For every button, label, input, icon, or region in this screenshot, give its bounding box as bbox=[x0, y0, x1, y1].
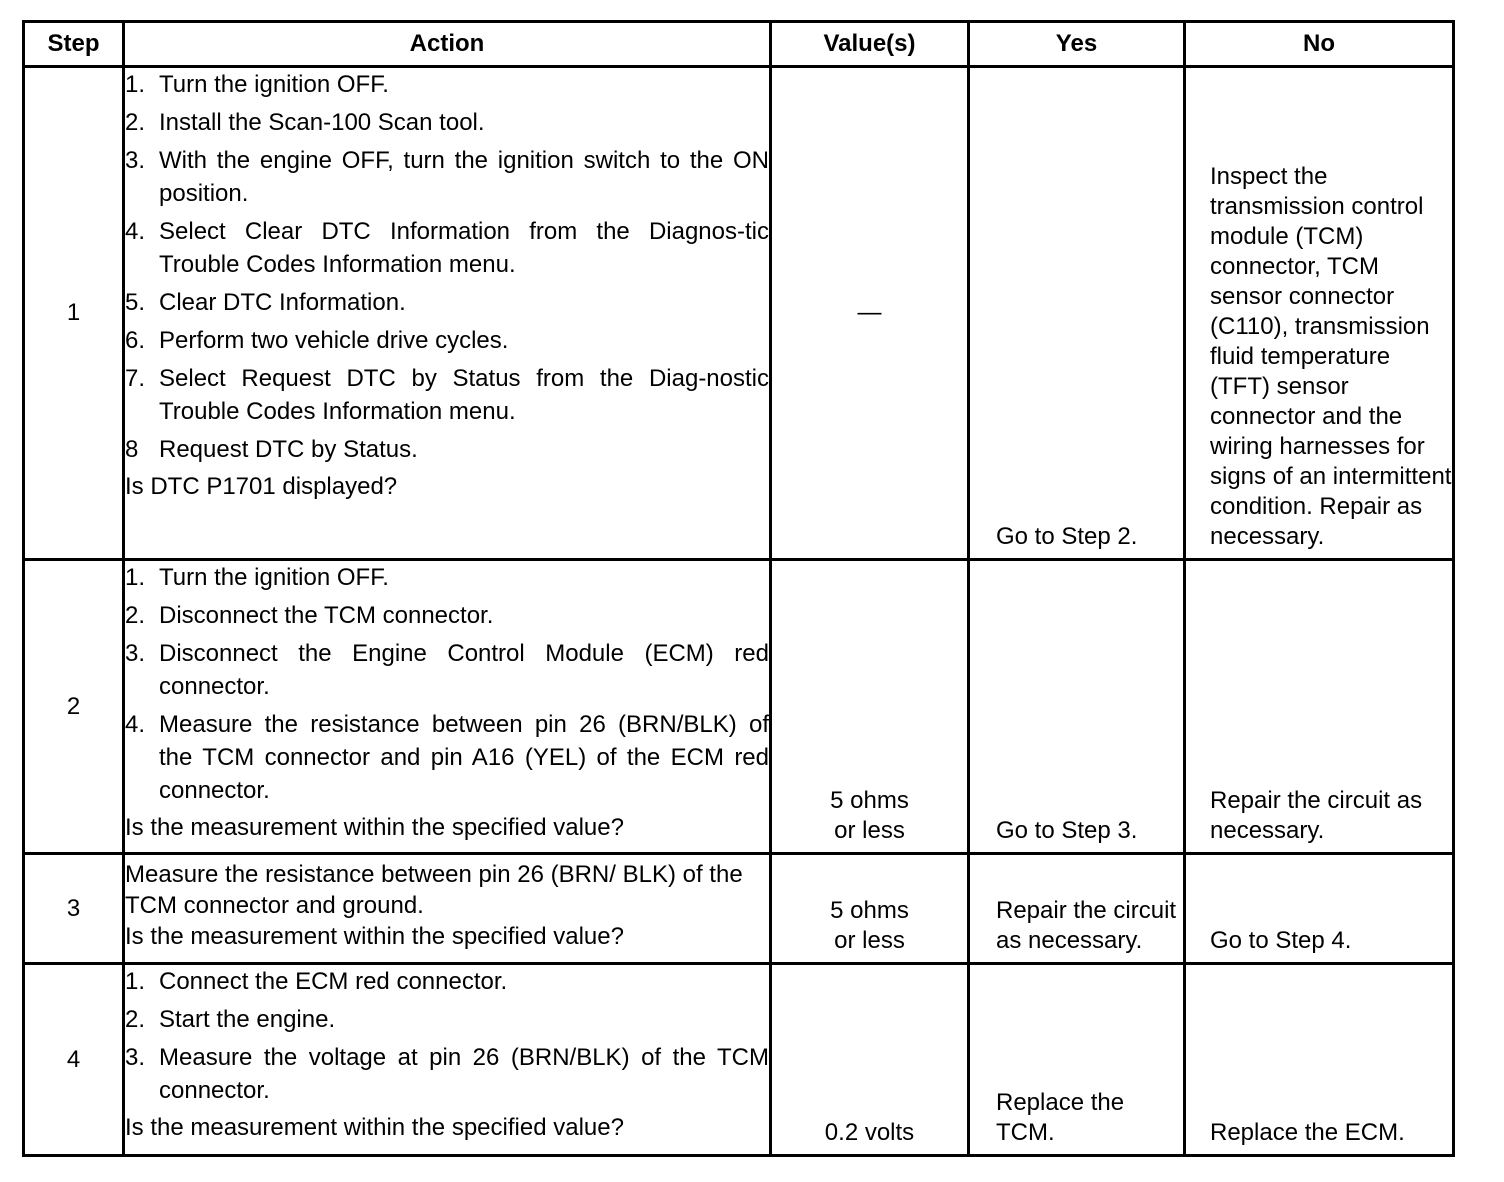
action-num: 3. bbox=[125, 640, 146, 667]
action-num: 4. bbox=[125, 711, 146, 738]
action-num: 1. bbox=[125, 564, 146, 591]
header-yes: Yes bbox=[969, 22, 1185, 67]
value-line: or less bbox=[834, 817, 905, 844]
value-cell: — bbox=[771, 67, 969, 560]
action-item bbox=[125, 433, 769, 466]
action-item bbox=[125, 144, 769, 210]
value-cell bbox=[771, 854, 969, 964]
yes-cell: Repair the circuit as necessary. bbox=[969, 854, 1185, 964]
action-list bbox=[125, 561, 769, 807]
action-text: Select Clear DTC Information from the Diagnos-tic Trouble Codes Information menu. bbox=[159, 218, 769, 278]
action-num: 5. bbox=[125, 289, 146, 316]
value-line: or less bbox=[834, 927, 905, 954]
action-cell bbox=[124, 964, 771, 1156]
step-number: 2 bbox=[24, 560, 124, 854]
yes-cell: Go to Step 2. bbox=[969, 67, 1185, 560]
step-number: 1 bbox=[24, 67, 124, 560]
value-line: 5 ohms bbox=[830, 787, 909, 814]
yes-cell: Replace the TCM. bbox=[969, 964, 1185, 1156]
action-text: Select Request DTC by Status from the Diag-nostic Trouble Codes Information menu. bbox=[159, 365, 769, 425]
header-no: No bbox=[1185, 22, 1454, 67]
action-text: Perform two vehicle drive cycles. bbox=[159, 327, 509, 354]
action-item bbox=[125, 1041, 769, 1107]
action-item bbox=[125, 106, 769, 139]
header-row bbox=[24, 22, 1454, 67]
action-text: Start the engine. bbox=[159, 1006, 336, 1033]
action-num: 3. bbox=[125, 1044, 146, 1071]
action-list bbox=[125, 965, 769, 1107]
table-row bbox=[24, 854, 1454, 964]
step-number: 4 bbox=[24, 964, 124, 1156]
action-text: Measure the voltage at pin 26 (BRN/BLK) of the TCM connector. bbox=[159, 1044, 769, 1104]
action-text: Request DTC by Status. bbox=[159, 436, 418, 463]
no-cell: Go to Step 4. bbox=[1185, 854, 1454, 964]
action-item bbox=[125, 362, 769, 428]
table-row bbox=[24, 560, 1454, 854]
action-cell bbox=[124, 854, 771, 964]
action-num: 1. bbox=[125, 968, 146, 995]
action-text: Turn the ignition OFF. bbox=[159, 71, 389, 98]
action-num: 4. bbox=[125, 218, 146, 245]
action-num: 2. bbox=[125, 1006, 146, 1033]
value-cell: 0.2 volts bbox=[771, 964, 969, 1156]
value-line: 5 ohms bbox=[830, 897, 909, 924]
no-cell: Replace the ECM. bbox=[1185, 964, 1454, 1156]
header-action: Action bbox=[124, 22, 771, 67]
action-text: Disconnect the TCM connector. bbox=[159, 602, 494, 629]
table-row bbox=[24, 964, 1454, 1156]
action-text: Install the Scan-100 Scan tool. bbox=[159, 109, 485, 136]
action-item bbox=[125, 708, 769, 807]
action-item bbox=[125, 324, 769, 357]
action-item bbox=[125, 68, 769, 101]
action-num: 1. bbox=[125, 71, 146, 98]
action-item bbox=[125, 637, 769, 703]
action-num: 2. bbox=[125, 109, 146, 136]
header-step: Step bbox=[24, 22, 124, 67]
step-number: 3 bbox=[24, 854, 124, 964]
action-item bbox=[125, 965, 769, 998]
value-cell bbox=[771, 560, 969, 854]
action-num: 3. bbox=[125, 147, 146, 174]
action-num: 8 bbox=[125, 436, 139, 463]
action-cell bbox=[124, 560, 771, 854]
action-text: Measure the resistance between pin 26 (BRN/ BLK) of the TCM connector and ground. bbox=[125, 861, 743, 919]
action-question: Is the measurement within the specified value? bbox=[125, 923, 624, 950]
action-text: Clear DTC Information. bbox=[159, 289, 406, 316]
action-text: Measure the resistance between pin 26 (BRN/BLK) of the TCM connector and pin A16 (YEL) of the ECM red connector. bbox=[159, 711, 769, 804]
action-text: Disconnect the Engine Control Module (ECM) red connector. bbox=[159, 640, 769, 700]
action-text: With the engine OFF, turn the ignition switch to the ON position. bbox=[159, 147, 769, 207]
action-item bbox=[125, 561, 769, 594]
action-num: 2. bbox=[125, 602, 146, 629]
action-num: 7. bbox=[125, 365, 146, 392]
action-question: Is the measurement within the specified value? bbox=[125, 1114, 624, 1141]
action-item bbox=[125, 1003, 769, 1036]
action-question: Is DTC P1701 displayed? bbox=[125, 473, 398, 500]
action-text: Turn the ignition OFF. bbox=[159, 564, 389, 591]
action-item bbox=[125, 215, 769, 281]
yes-cell: Go to Step 3. bbox=[969, 560, 1185, 854]
action-item bbox=[125, 286, 769, 319]
action-item bbox=[125, 599, 769, 632]
diagnostic-table bbox=[22, 20, 1455, 1157]
no-cell: Inspect the transmission control module (TCM) connector, TCM sensor connector (C110), transmission fluid temperature (TFT) sensor connector and the wiring harnesses for signs of an intermittent condition. Repair as necessary. bbox=[1185, 67, 1454, 560]
action-text: Connect the ECM red connector. bbox=[159, 968, 508, 995]
no-cell: Repair the circuit as necessary. bbox=[1185, 560, 1454, 854]
action-question: Is the measurement within the specified value? bbox=[125, 814, 624, 841]
action-cell bbox=[124, 67, 771, 560]
action-num: 6. bbox=[125, 327, 146, 354]
action-list bbox=[125, 68, 769, 466]
table-row bbox=[24, 67, 1454, 560]
header-values: Value(s) bbox=[771, 22, 969, 67]
